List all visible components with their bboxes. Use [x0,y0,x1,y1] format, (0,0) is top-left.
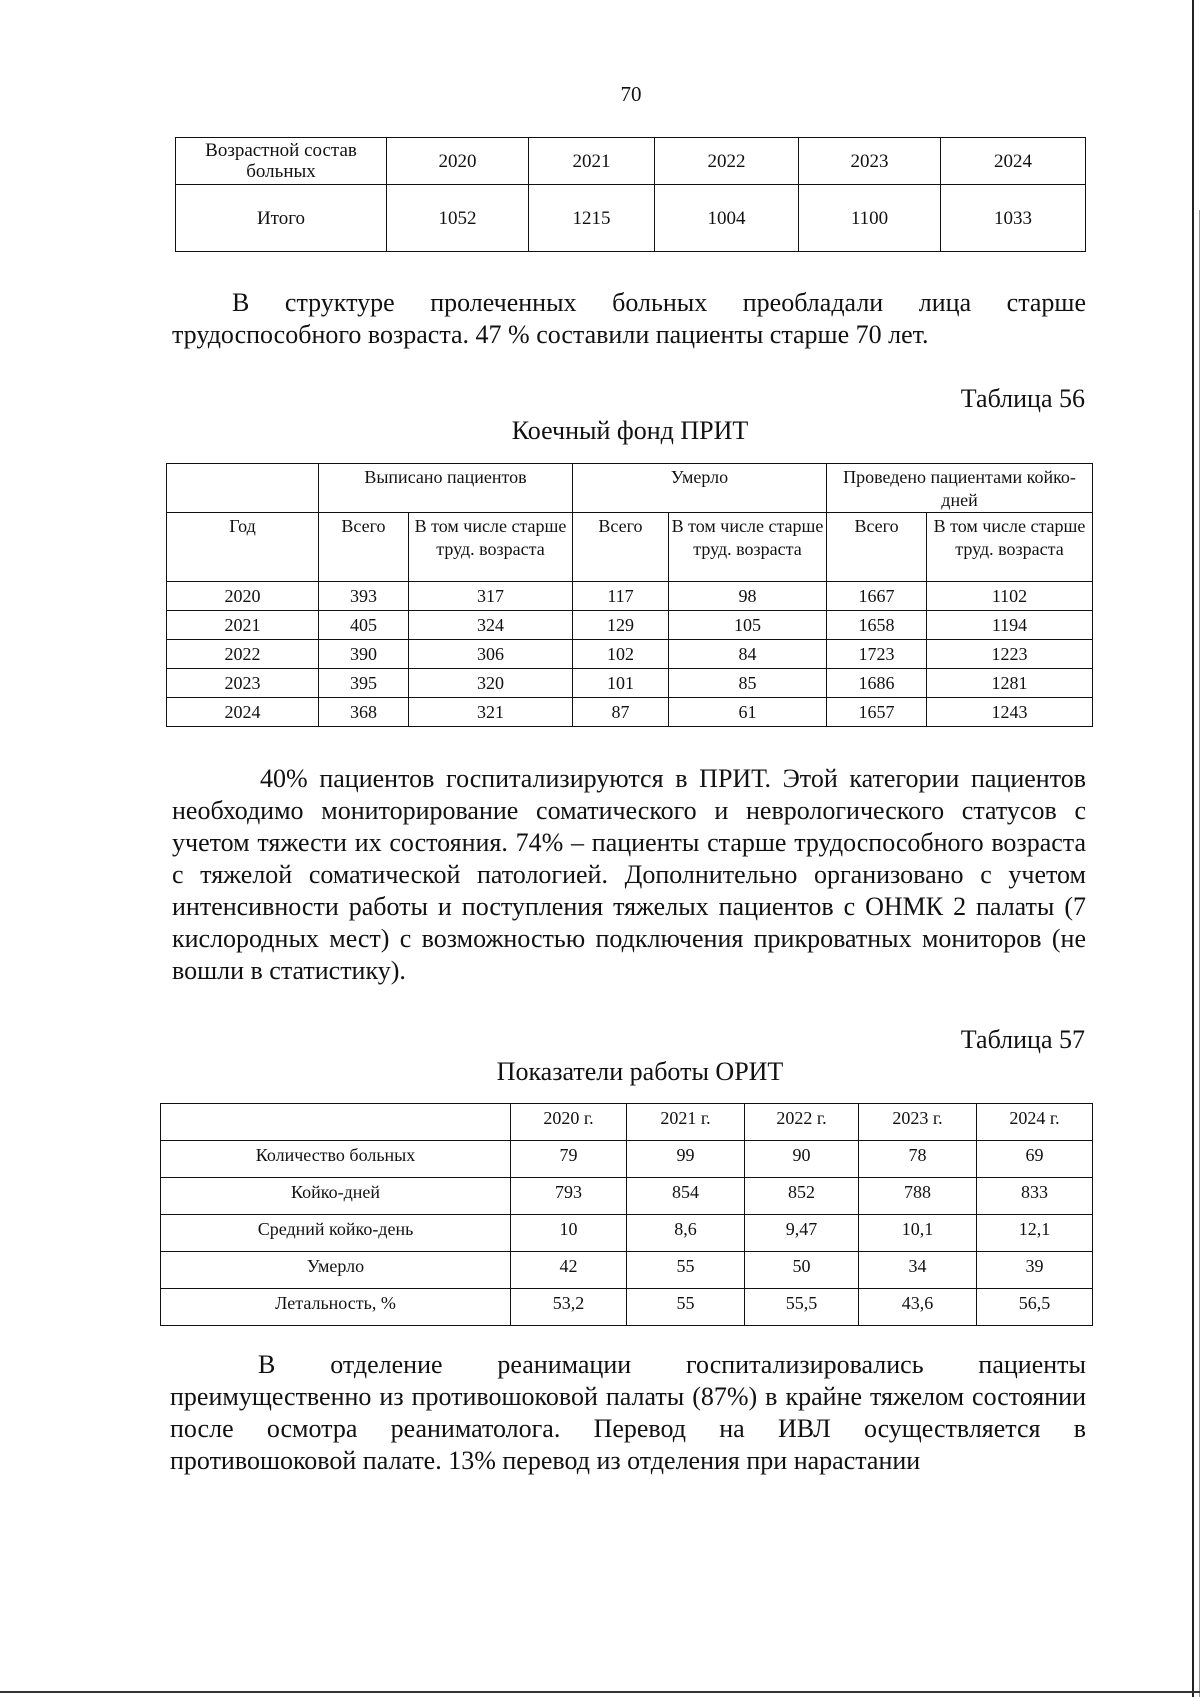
table-cell: 1194 [927,611,1093,640]
table-cell: 9,47 [745,1215,859,1252]
table-cell: 50 [745,1252,859,1289]
table-header-cell: 2022 [655,138,799,185]
table-header-row [176,138,1086,185]
table-cell: 1100 [799,185,941,252]
paragraph-prit: 40% пациентов госпитализируются в ПРИТ. Этой категории пациентов необходимо мониторирование соматического и неврологического статусов с учетом тяжести их состояния. 74% – пациенты старше трудоспособного возраста с тяжелой соматической патологией. Дополнительно организовано с учетом интенсивности работы и поступления тяжелых пациентов с ОНМК 2 палаты (7 кислородных мест) с возможностью подключения прикроватных мониторов (не вошли в статистику). [172,764,1086,985]
table-cell: 55 [627,1289,745,1326]
table-cell: 56,5 [977,1289,1093,1326]
table-cell: 105 [669,611,827,640]
paragraph-reanimation: В отделение реанимации госпитализировались пациенты преимущественно из противошоковой палаты (87%) в крайне тяжелом состоянии после осмотра реаниматолога. Перевод на ИВЛ осуществляется в противошоковой палате. 13% перевод из отделения при нарастании [170,1350,1086,1475]
table-row [161,1178,1093,1215]
table-cell: 2021 [167,611,319,640]
table-header-cell: 2020 г. [511,1104,627,1141]
table-row [167,669,1093,698]
table-cell: 320 [409,669,573,698]
table-header-cell: Всего [573,513,669,582]
table-group-header: Умерло [573,464,827,513]
table-cell: 55,5 [745,1289,859,1326]
table-cell: 1102 [927,582,1093,611]
table-row [161,1141,1093,1178]
table-row-label: Летальность, % [161,1289,511,1326]
table-header-cell: Всего [827,513,927,582]
table-cell: 321 [409,698,573,727]
table-cell: 1223 [927,640,1093,669]
table-cell: 2022 [167,640,319,669]
table-header-cell: 2021 г. [627,1104,745,1141]
table57-number: Таблица 57 [960,1025,1085,1054]
table-header-cell: 2024 г. [977,1104,1093,1141]
table-cell: 395 [319,669,409,698]
table-cell: 90 [745,1141,859,1178]
table-row-label: Средний койко-день [161,1215,511,1252]
table-cell: 1723 [827,640,927,669]
table-row [161,1252,1093,1289]
table-cell: Итого [176,185,387,252]
table-row [167,698,1093,727]
table-header-cell: 2023 [799,138,941,185]
table56-title: Коечный фонд ПРИТ [511,416,749,445]
table-header-cell: 2023 г. [859,1104,977,1141]
table-header-cell-empty [167,464,319,513]
table-row [167,582,1093,611]
table-cell: 1033 [941,185,1086,252]
table-cell: 1281 [927,669,1093,698]
table-cell: 84 [669,640,827,669]
table-cell: 42 [511,1252,627,1289]
table-cell: 8,6 [627,1215,745,1252]
table57-title: Показатели работы ОРИТ [496,1057,784,1086]
table-cell: 1243 [927,698,1093,727]
table-row [176,185,1086,252]
table-cell: 10 [511,1215,627,1252]
table-header-cell-empty [161,1104,511,1141]
table-cell: 1686 [827,669,927,698]
table-group-header-row [167,464,1093,513]
table-header-cell: Год [167,513,319,582]
table-cell: 129 [573,611,669,640]
table-cell: 55 [627,1252,745,1289]
table-cell: 1667 [827,582,927,611]
table-cell: 53,2 [511,1289,627,1326]
table-cell: 85 [669,669,827,698]
table-cell: 61 [669,698,827,727]
table-cell: 368 [319,698,409,727]
table-cell: 2020 [167,582,319,611]
table-cell: 43,6 [859,1289,977,1326]
table-cell: 317 [409,582,573,611]
table-cell: 833 [977,1178,1093,1215]
table-cell: 2023 [167,669,319,698]
orit-indicators-table [160,1103,1093,1326]
table-header-cell: 2021 [529,138,655,185]
table-cell: 306 [409,640,573,669]
table-cell: 1657 [827,698,927,727]
table-row [167,640,1093,669]
table-cell: 69 [977,1141,1093,1178]
table-sub-header-row [167,513,1093,582]
table-header-cell: 2022 г. [745,1104,859,1141]
table-group-header: Проведено пациентами койко-дней [827,464,1093,513]
table-cell: 1052 [387,185,529,252]
table-cell: 99 [627,1141,745,1178]
age-composition-table [175,137,1086,252]
table-cell: 39 [977,1252,1093,1289]
table-cell: 393 [319,582,409,611]
scan-edge-right [1192,0,1194,1697]
table-group-header: Выписано пациентов [319,464,573,513]
table-header-cell: В том числе старше труд. возраста [927,513,1093,582]
table-header-cell: Всего [319,513,409,582]
table-cell: 12,1 [977,1215,1093,1252]
table-row-label: Койко-дней [161,1178,511,1215]
table56-number: Таблица 56 [960,384,1085,413]
table-cell: 1215 [529,185,655,252]
table-row [167,611,1093,640]
table-cell: 78 [859,1141,977,1178]
table-row-label: Количество больных [161,1141,511,1178]
table-cell: 852 [745,1178,859,1215]
table-cell: 324 [409,611,573,640]
table-header-cell: Возрастной состав больных [176,138,387,185]
table-header-cell: В том числе старше труд. возраста [409,513,573,582]
table-row-label: Умерло [161,1252,511,1289]
table-cell: 117 [573,582,669,611]
table-cell: 405 [319,611,409,640]
table-cell: 2024 [167,698,319,727]
table-header-row [161,1104,1093,1141]
table-header-cell: В том числе старше труд. возраста [669,513,827,582]
table-header-cell: 2020 [387,138,529,185]
page-number: 70 [620,82,642,106]
table-cell: 98 [669,582,827,611]
table-cell: 87 [573,698,669,727]
table-cell: 1658 [827,611,927,640]
table-cell: 854 [627,1178,745,1215]
table-cell: 102 [573,640,669,669]
table-cell: 788 [859,1178,977,1215]
table-cell: 390 [319,640,409,669]
table-cell: 79 [511,1141,627,1178]
paragraph-age-structure: В структуре пролеченных больных преобладали лица старше трудоспособного возраста. 47 % составили пациенты старше 70 лет. [172,288,1086,349]
table-row [161,1289,1093,1326]
table-cell: 793 [511,1178,627,1215]
table-cell: 34 [859,1252,977,1289]
table-cell: 10,1 [859,1215,977,1252]
table-cell: 1004 [655,185,799,252]
scan-edge-bottom [0,1691,1200,1693]
table-row [161,1215,1093,1252]
table-header-cell: 2024 [941,138,1086,185]
table-cell: 101 [573,669,669,698]
bed-fund-table [166,463,1093,727]
